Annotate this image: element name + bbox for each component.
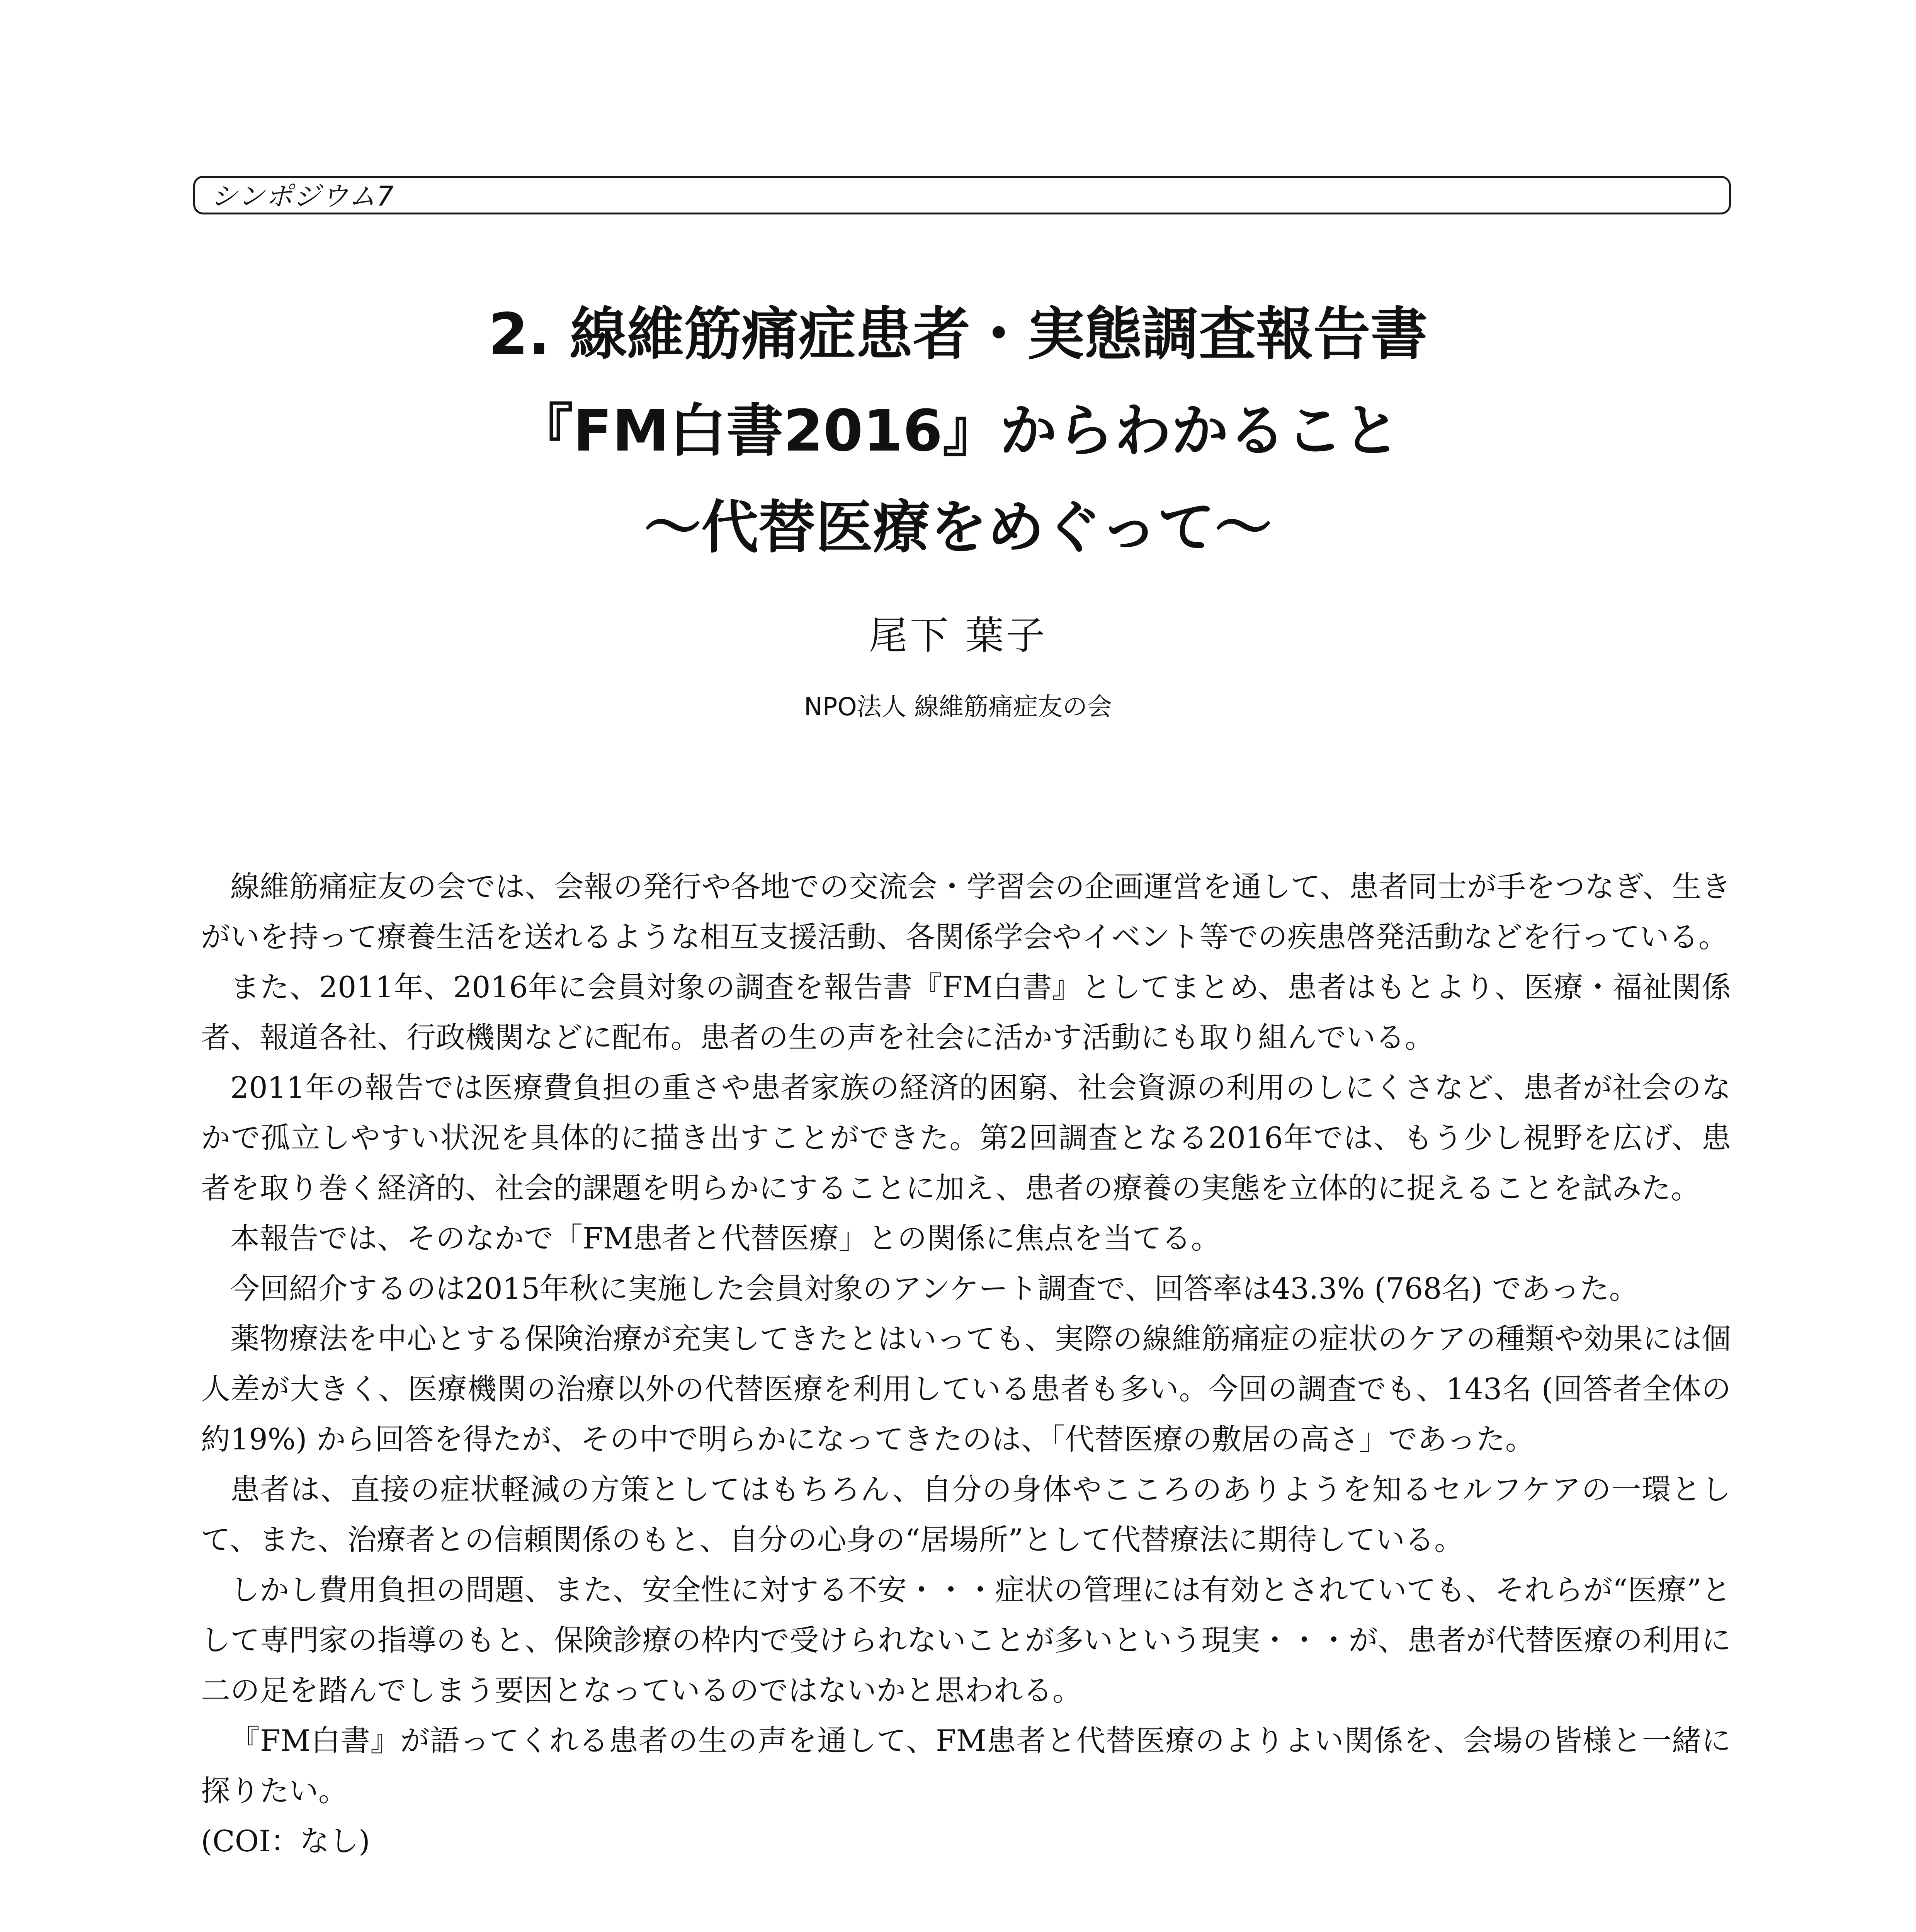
body-paragraph: 本報告では、そのなかで「FM患者と代替医療」との関係に焦点を当てる。 [230, 1221, 1221, 1255]
body-paragraph: また、2011年、2016年に会員対象の調査を報告書『FM白書』としてまとめ、患者はもとより、医療・福祉関係者、報道各社、行政機関などに配布。患者の生の声を社会に活かす活動にも取り組んでいる。 [201, 970, 1731, 1054]
author-name: 尾下 葉子 [869, 613, 1047, 658]
article-title [0, 286, 1916, 576]
section-header-box [193, 176, 1731, 214]
body-paragraph: 今回紹介するのは2015年秋に実施した会員対象のアンケート調査で、回答率は43.3% (768名) であった。 [230, 1271, 1639, 1306]
article-body [201, 862, 1731, 1866]
body-paragraph: 『FM白書』が語ってくれる患者の生の声を通して、FM患者と代替医療のよりよい関係を、会場の皆様と一緒に探りたい。 [201, 1723, 1731, 1808]
body-paragraph: 患者は、直接の症状軽減の方策としてはもちろん、自分の身体やこころのありようを知るセルフケアの一環として、また、治療者との信頼関係のもと、自分の心身の“居場所”として代替療法に期待している。 [201, 1472, 1731, 1557]
title-line-3: 〜代替医療をめぐって〜 [644, 494, 1272, 561]
body-paragraph: 2011年の報告では医療費負担の重さや患者家族の経済的困窮、社会資源の利用のしにくさなど、患者が社会のなかで孤立しやすい状況を具体的に描き出すことができた。第2回調査となる2016年では、もう少し視野を広げ、患者を取り巻く経済的、社会的課題を明らかにすることに加え、患者の療養の実態を立体的に捉えることを試みた。 [201, 1070, 1731, 1205]
coi-statement: (COI：なし) [201, 1824, 370, 1858]
body-paragraph: しかし費用負担の問題、また、安全性に対する不安・・・症状の管理には有効とされていても、それらが“医療”として専門家の指導のもと、保険診療の枠内で受けられないことが多いという現実・・・が、患者が代替医療の利用に二の足を踏んでしまう要因となっているのではないかと思われる。 [201, 1573, 1731, 1708]
body-paragraph: 線維筋痛症友の会では、会報の発行や各地での交流会・学習会の企画運営を通して、患者同士が手をつなぎ、生きがいを持って療養生活を送れるような相互支援活動、各関係学会やイベント等での疾患啓発活動などを行っている。 [201, 869, 1731, 954]
body-paragraph: 薬物療法を中心とする保険治療が充実してきたとはいっても、実際の線維筋痛症の症状のケアの種類や効果には個人差が大きく、医療機関の治療以外の代替医療を利用している患者も多い。今回の調査でも、143名 (回答者全体の約19%) から回答を得たが、その中で明らかになってきたのは、「代替医療の敷居の高さ」であった。 [201, 1321, 1731, 1456]
title-line-2: 『FM白書2016』からわかること [516, 398, 1400, 464]
section-label: シンポジウム7 [211, 180, 395, 212]
title-line-1: 2. 線維筋痛症患者・実態調査報告書 [488, 301, 1428, 367]
author-affiliation: NPO法人 線維筋痛症友の会 [804, 693, 1112, 721]
